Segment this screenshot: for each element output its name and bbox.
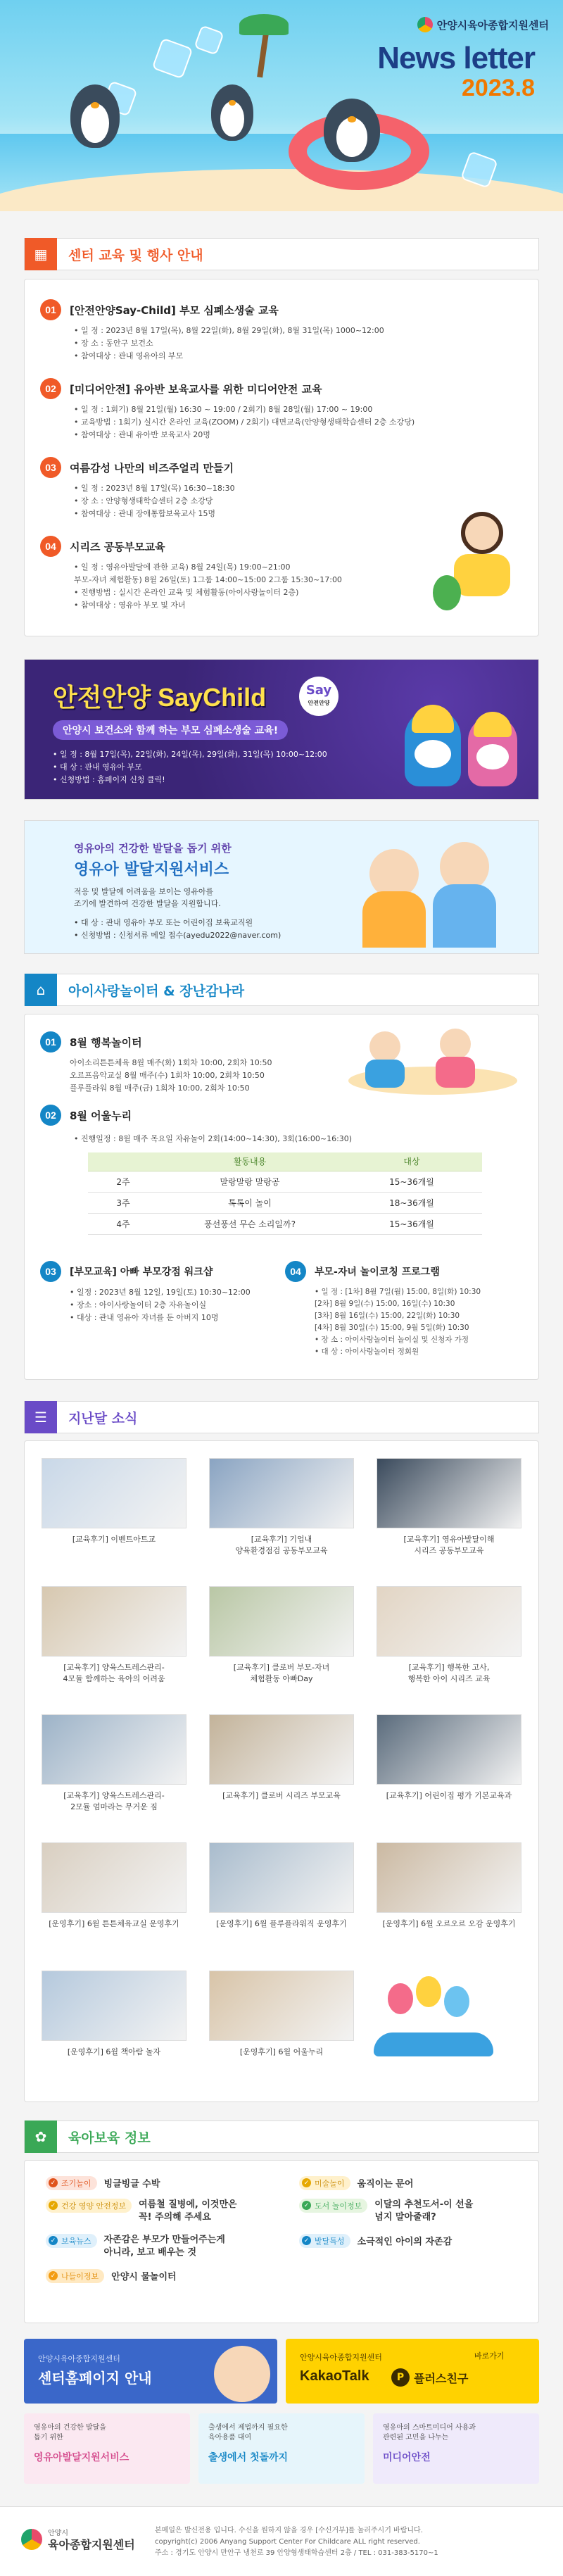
gallery-item[interactable] [42,1458,186,1545]
gallery-item[interactable] [377,1458,521,1557]
gallery-caption: [운영후기] 6월 오르오르 오감 운영후기 [382,1919,516,1928]
gallery-photo [42,1714,186,1785]
gallery-item[interactable] [209,1458,354,1557]
ice-cube-icon [152,38,194,80]
beach-kids-illustration [348,1024,517,1095]
item-details: • 일 정 : [1차] 8월 7일(월) 15:00, 8일(화) 10:30 [2차] 8월 9일(수) 15:00, 16일(수) 10:30 [3차] 8월 16일(수) 15:00, 22일(화) 10:30 [4차] 8월 30일(수) 15:00, 9월 5일(화) 10:30 • 장 소 : 아이사랑놀이터 놀이실 및 신청자 가정 • 대 상 : 아이사랑놀이터 정회원 [315,1288,481,1356]
info-card [24,2160,539,2323]
saychild-banner[interactable] [24,659,539,800]
item-details: • 일 정 : 영유아발달에 관한 교육) 8월 24일(목) 19:00~21:00 부모-자녀 체험활동) 8월 26일(토) 1그룹 14:00~15:00 2그룹 15:30~17:00 • 진행방법 : 실시간 온라인 교육 및 체험활동(아이사랑놀이터 2층) • 참여대상 : 영유아 부모 및 자녀 [74,563,342,610]
banner-details: • 대 상 : 관내 영유아 부모 또는 어린이집 보육교직원 • 신청방법 : 신청서류 메일 접수(ayedu2022@naver.com) [74,918,282,940]
penguin-icon [324,99,380,162]
gallery-photo [377,1842,521,1913]
item-title[interactable]: [부모교육] 아빠 부모강점 워크샵 [70,1267,213,1278]
gallery-caption: [교육후기] 클로버 시리즈 부모교육 [222,1791,341,1800]
gallery-item[interactable] [209,1714,354,1802]
gallery-caption: [교육후기] 행복한 고사, 행복한 아이 시리즈 교육 [407,1663,491,1683]
gallery-item[interactable] [42,1714,186,1813]
info-row[interactable]: ✓ 조기놀이 빙글빙글 수박 [46,2176,160,2190]
ice-cube-icon [194,25,224,56]
gallery-item[interactable] [209,1586,354,1685]
item-title[interactable]: 8월 행복놀이터 [70,1036,142,1049]
gallery-item[interactable] [377,1714,521,1802]
item-details: • 일 정 : 2023년 8월 17일(목), 8월 22일(화), 8월 29일(화), 8월 31일(목) 1000~12:00 • 장 소 : 동안구 보건소 • 참여대상 : 관내 영유아의 부모 [74,326,384,360]
palm-tree-icon [239,14,296,84]
gallery-item[interactable] [377,1586,521,1685]
item-number: 04 [40,536,61,557]
education-card [24,279,539,636]
gallery-caption: [교육후기] 이벤트아트교 [72,1535,156,1544]
section-header-news [24,1401,539,1433]
item-number: 01 [40,1031,61,1053]
section-header-playground [24,974,539,1006]
gallery-item[interactable] [42,1971,186,2058]
item-title[interactable]: 시리즈 공동부모교육 [70,541,165,553]
item-number: 02 [40,378,61,399]
gallery-caption: [교육후기] 어린이집 평가 기본교육과 [386,1791,512,1800]
info-row[interactable]: ✓ 나들이정보 안양시 물놀이터 [46,2269,177,2283]
gallery-caption: [교육후기] 양육스트레스관리- 4모듈 함께하는 육아의 어려움 [63,1663,165,1683]
table-row: 2주 말랑말랑 말랑공 15~36개월 [88,1171,482,1192]
info-row[interactable]: ✓ 도서 놀이정보 이달의 추천도서-이 선을 넘지 말아줄래? [299,2199,473,2224]
development-support-banner[interactable] [24,820,539,954]
gallery-photo [209,1971,354,2041]
baby-goods-rental-link[interactable]: 출생에서 제법까지 필요한 육아용품 대여 출생에서 첫돌까지 [198,2413,365,2484]
item-details: • 일 정 : 2023년 8월 17일(목) 16:30~18:30 • 장 소 : 안양형생태학습센터 2층 소강당 • 참여대상 : 관내 장애통합보육교사 15명 [74,484,235,518]
section-title: 아이사랑놀이터 & 장난감나라 [68,983,245,999]
gallery-item[interactable] [42,1842,186,1930]
kids-balloon-illustration [360,1976,505,2061]
info-row[interactable]: ✓ 보육뉴스 자존감은 부모가 만들어주는게 아니라, 보고 배우는 것 [46,2234,225,2259]
penguin-icon [211,84,253,141]
children-illustration [447,512,524,617]
item-number: 01 [40,299,61,320]
gallery-photo [209,1458,354,1528]
gallery-photo [42,1842,186,1913]
brand-name: 안양시육아종합지원센터 [436,18,549,32]
item-number: 04 [285,1261,306,1282]
go-link[interactable]: 바로가기 [474,2351,505,2361]
gallery-photo [209,1586,354,1657]
section-header-info [24,2121,539,2153]
center-logo-icon [21,2529,42,2550]
gallery-photo [42,1586,186,1657]
development-service-link[interactable]: 영유아의 건강한 발달을 돕기 위한 영유아발달지원서비스 [24,2413,190,2484]
gallery-item[interactable] [377,1842,521,1930]
gallery-card [24,1440,539,2102]
gallery-caption: [운영후기] 6월 튼튼체육교실 운영후기 [49,1919,179,1928]
kakao-plus-icon: P [391,2368,410,2387]
item-title[interactable]: [미디어안전] 유아반 보육교사를 위한 미디어안전 교육 [70,383,322,396]
gallery-photo [377,1586,521,1657]
footer-logo: 안양시 육아종합지원센터 [21,2528,135,2551]
banner-title-line1: 영유아의 건강한 발달을 돕기 위한 [74,842,232,855]
item-number: 03 [40,457,61,478]
footer [0,2506,563,2576]
section-title: 센터 교육 및 행사 안내 [68,247,203,263]
newsletter-title: News letter [377,41,535,75]
gallery-item[interactable] [209,1842,354,1930]
playground-card [24,1014,539,1380]
table-row: 4주 풍선풍선 무슨 소리일까? 15~36개월 [88,1213,482,1234]
gallery-item[interactable] [42,1586,186,1685]
gallery-photo [377,1458,521,1528]
gallery-item[interactable] [209,1971,354,2058]
gallery-caption: [운영후기] 6월 어울누리 [239,2047,324,2056]
item-title[interactable]: [안전안양Say-Child] 부모 심폐소생술 교육 [70,304,279,317]
brand[interactable] [417,17,549,32]
newsletter-date: 2023.8 [462,75,535,101]
center-logo-icon [417,17,433,32]
banner-subtitle: 안양시 보건소와 함께 하는 부모 심폐소생술 교육! [53,720,288,740]
gallery-caption: [교육후기] 영유아발달이해 시리즈 공동부모교육 [403,1535,495,1555]
gallery-caption: [운영후기] 6월 플루플라워직 운영후기 [216,1919,347,1928]
section-header-education [24,238,539,270]
mascot-icon [468,716,517,786]
item-details: • 일정 : 2023년 8월 12일, 19일(토) 10:30~12:00 • 장소 : 아이사랑놀이터 2층 자유놀이실 • 대상 : 관내 영유아 자녀를 둔 아버지 10명 [70,1288,251,1322]
item-number: 02 [40,1105,61,1126]
item-details: 아이소리튼튼체육 8월 매주(화) 1회차 10:00, 2회차 10:50 오르프음악교실 8월 매주(수) 1회차 10:00, 2회차 10:50 플루플라워 8월 매주(금) 1회차 10:00, 2회차 10:50 [70,1058,272,1093]
media-safety-link[interactable]: 영유아의 스마트미디어 사용과 관련된 고민을 나누는 미디어안전 [373,2413,539,2484]
lightbulb-icon: ✿ [25,2121,57,2153]
footer-text: 본메일은 발신전용 입니다. 수신을 원하지 않을 경우 [수신거부]를 눌러주시기 바랍니다. copyright(c) 2006 Anyang Support Center For Childcare ALL right reserved. 주소 : 경기도 안양시 만안구 냉천로 39 안양형생태학습센터 2층 / TEL : 031-383-5170~1 [155,2527,438,2557]
family-illustration [355,835,524,948]
penguin-icon [70,84,120,148]
child-icon [214,2346,270,2402]
banner-title-line2: 영유아 발달지원서비스 [74,861,229,879]
banner-description: 적응 및 발달에 어려움을 보이는 영유아를 조기에 발견하여 건강한 발달을 지원합니다. [74,887,221,908]
section-title: 육아보육 정보 [68,2130,151,2146]
item-details: • 일 정 : 1회기) 8월 21일(월) 16:30 ~ 19:00 / 2회기) 8월 28일(월) 17:00 ~ 19:00 • 교육방법 : 1회기) 실시간 온라인 교육(ZOOM) / 2회기) 대면교육(안양형생태학습센터 2층 소강당) • 참여대상 : 관내 유아반 보육교사 20명 [74,405,415,439]
table-header-row: 활동내용 대상 [88,1152,482,1171]
info-row[interactable]: ✓ 발달특성 소극적인 아이의 자존감 [299,2234,452,2248]
info-row[interactable]: ✓ 건강 영양 안전정보 여름철 질병에, 이것만은 꼭! 주의해 주세요 [46,2199,237,2224]
banner-details: • 일 정 : 8월 17일(목), 22일(화), 24일(목), 29일(화), 31일(목) 10:00~12:00 • 대 상 : 관내 영유아 부모 • 신청방법 : 홈페이지 신청 클릭! [53,750,327,784]
table-row: 3주 톡톡이 놀이 18~36개월 [88,1192,482,1213]
info-row[interactable]: ✓ 미술놀이 움직이는 문어 [299,2176,413,2190]
item-title[interactable]: 부모-자녀 놀이코칭 프로그램 [315,1267,440,1278]
homepage-banner[interactable]: 안양시육아종합지원센터 센터홈페이지 안내 [24,2339,277,2404]
calendar-icon: ▦ [25,238,57,270]
kakaotalk-banner[interactable]: 안양시육아종합지원센터 KakaoTalk P 플러스친구 바로가기 [286,2339,539,2404]
gallery-photo [209,1842,354,1913]
gallery-caption: [교육후기] 기업내 양육환경점검 공동부모교육 [235,1535,328,1555]
activity-table [88,1152,482,1235]
gallery-photo [209,1714,354,1785]
item-title[interactable]: 8월 어울누리 [70,1110,132,1122]
saychild-badge-icon: Say 안전안양 [299,677,339,716]
gallery-photo [42,1458,186,1528]
gallery-photo [377,1714,521,1785]
list-icon: ☰ [25,1401,57,1433]
section-title: 지난달 소식 [68,1410,138,1426]
house-icon: ⌂ [25,974,57,1006]
gallery-caption: [교육후기] 양육스트레스관리- 2모듈 엄마라는 무거운 짐 [63,1791,165,1811]
item-title[interactable]: 여름감성 나만의 비즈주얼리 만들기 [70,462,234,475]
gallery-photo [42,1971,186,2041]
item-number: 03 [40,1261,61,1282]
gallery-caption: [교육후기] 클로버 부모-자녀 체험활동 아빠Day [233,1663,330,1683]
banner-title: 안전안양 SayChild [53,683,267,712]
item-description: • 진행일정 : 8월 매주 목요일 자유놀이 2회(14:00~14:30), 3회(16:00~16:30) [74,1134,353,1143]
mascot-icon [405,709,461,786]
gallery-caption: [운영후기] 6월 책아람 놀자 [67,2047,161,2056]
header-banner [0,0,563,211]
